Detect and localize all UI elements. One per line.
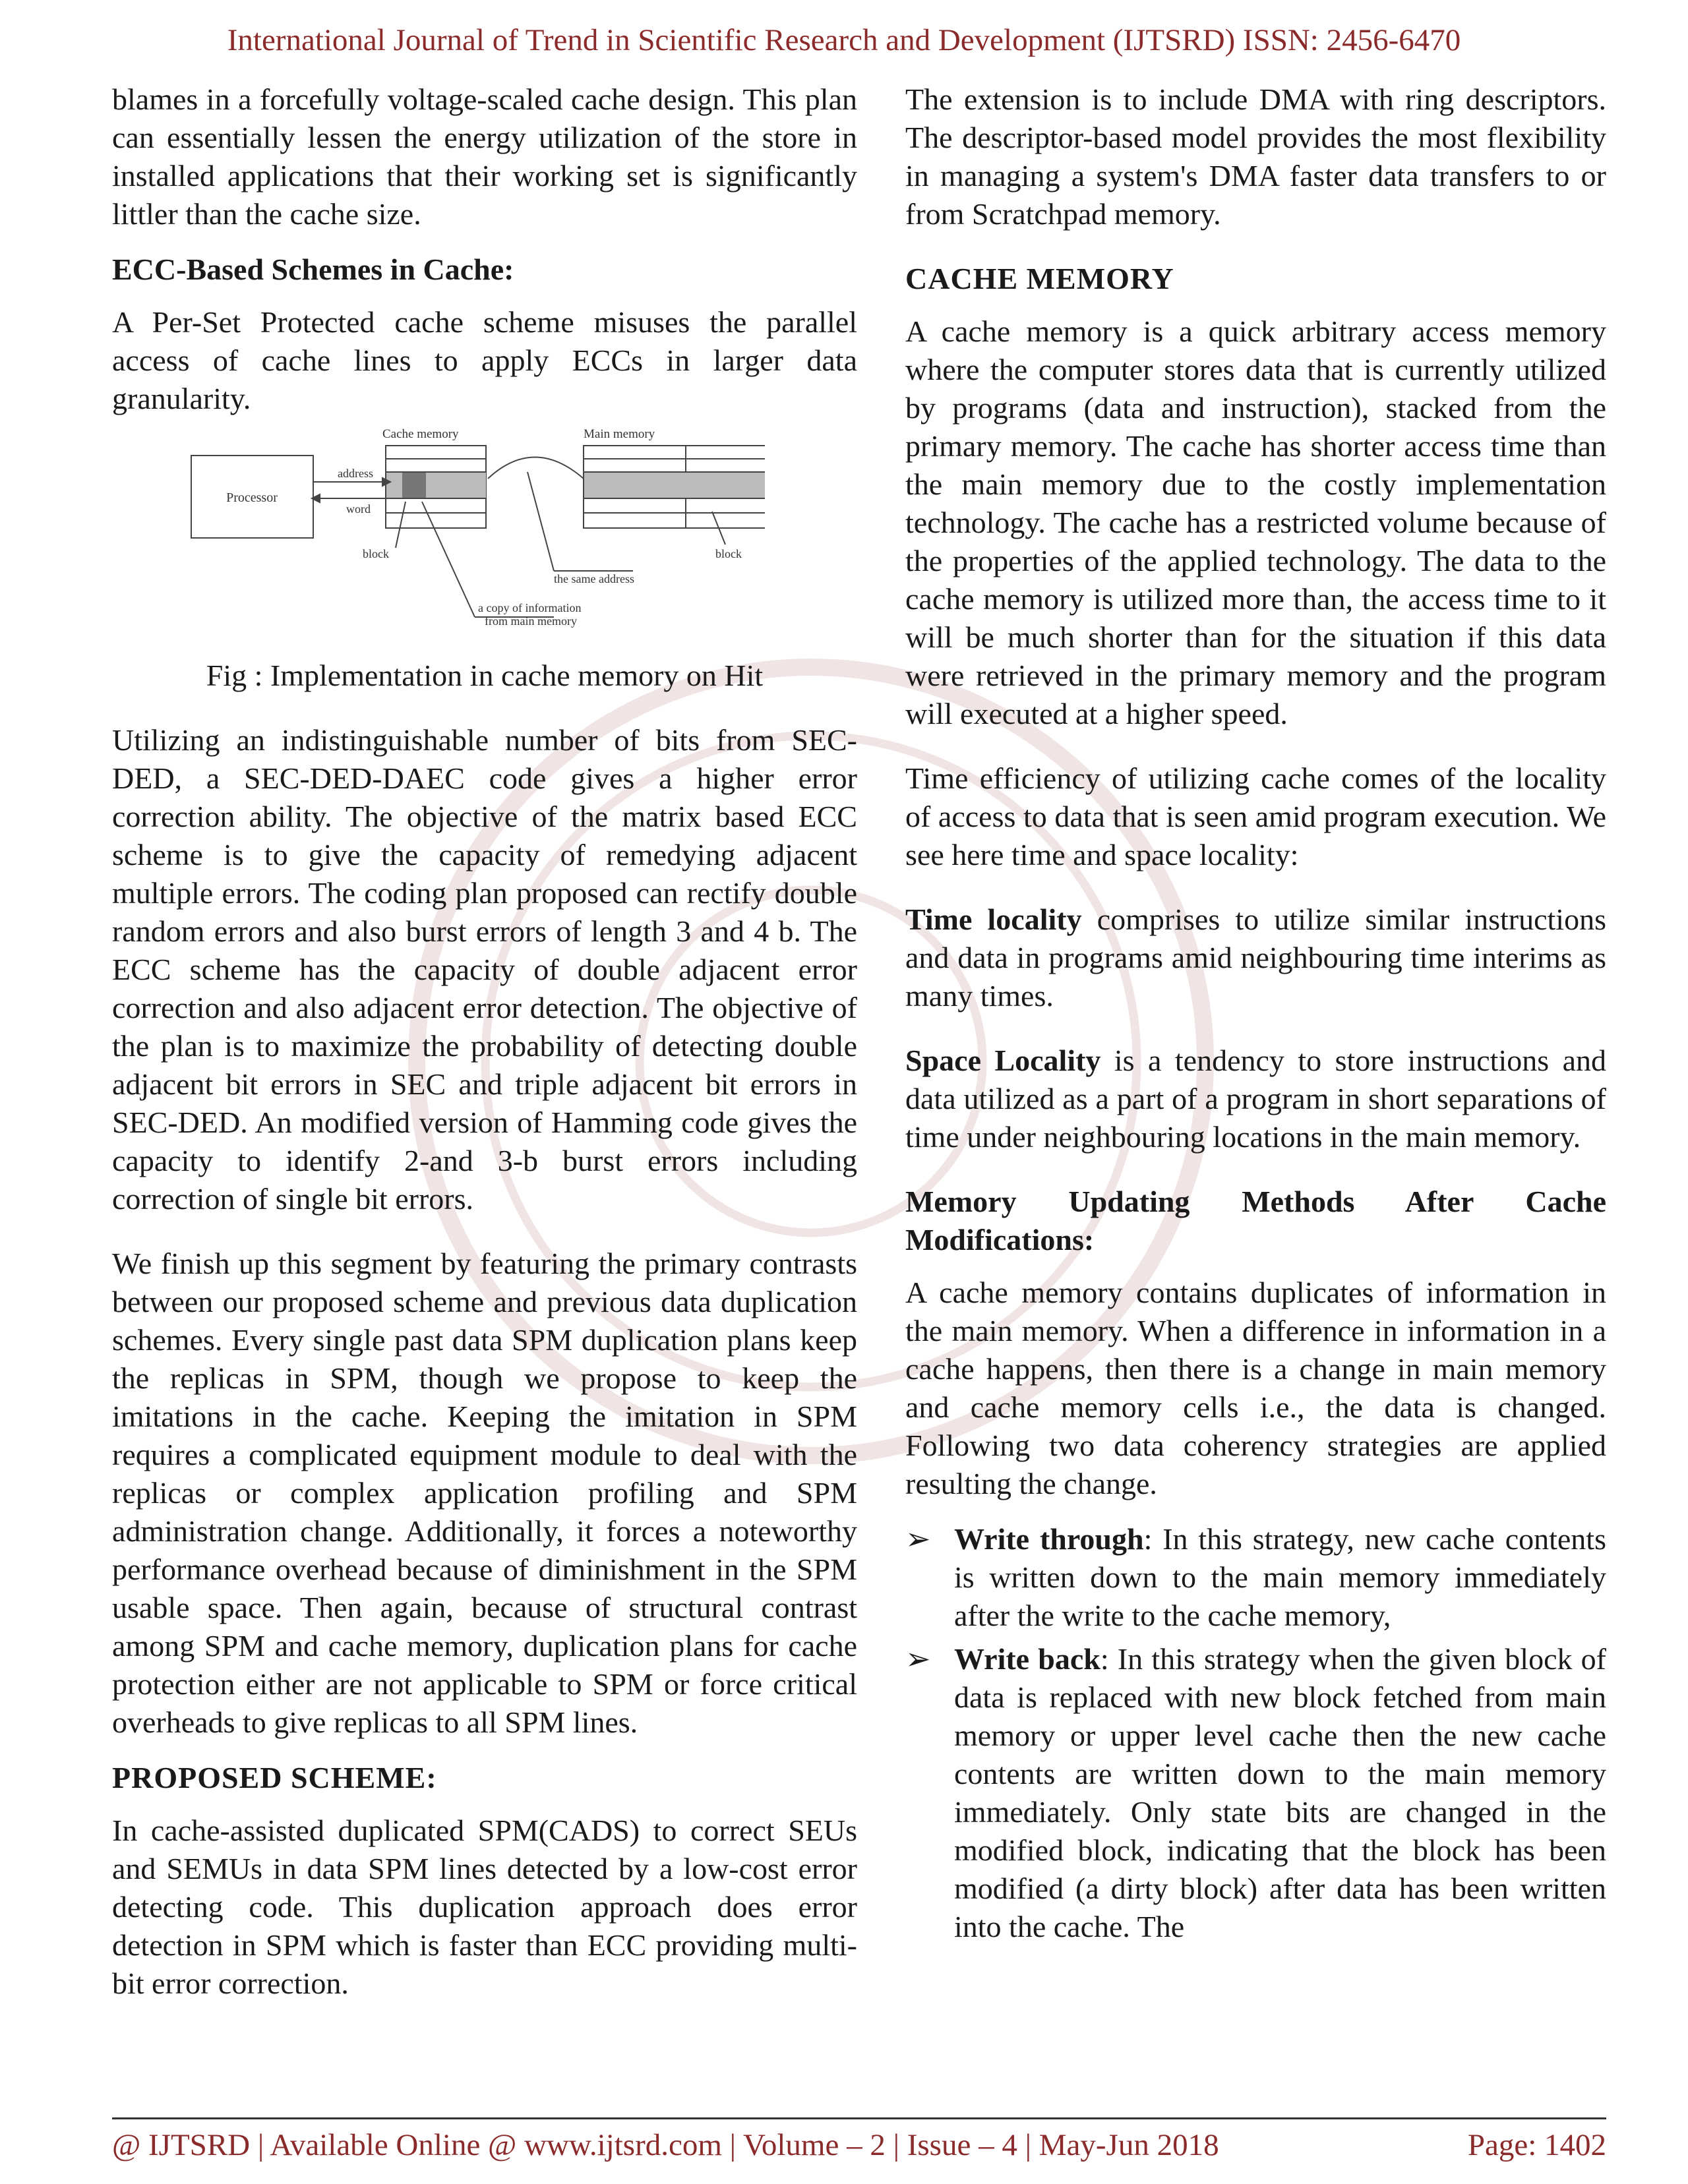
arrow-bullet-icon: ➢ [905,1522,931,1556]
processor-label: Processor [226,490,278,505]
running-header: International Journal of Trend in Scientific Research and Development (IJTSRD) ISSN: 2456-6470 [227,23,1461,57]
paragraph: A cache memory is a quick arbitrary access memory where the computer stores data that is currently utilized by programs (data and instruction), stacked from the primary memory. The cache has shorter access time than the main memory due to the costly implementation technology. The cache has a restricted volume because of the properties of the applied technology. The data to the cache memory is utilized more than, the access time to it will be much shorter than for the situation if this data were retrieved in the primary memory and the program will executed at a higher speed. [905,314,1606,730]
paragraph: A Per-Set Protected cache scheme misuses the parallel access of cache lines to apply ECCs in larger data granularity. [112,305,857,415]
paragraph-time-locality [905,900,1606,1015]
paragraph: In cache-assisted duplicated SPM(CADS) to correct SEUs and SEMUs in data SPM lines detected by a low-cost error detecting code. This duplication approach does error detection in SPM which is faster than ECC providing multi-bit error correction. [112,1814,857,2000]
section-heading: PROPOSED SCHEME: [112,1761,437,1794]
term-bold: Time locality [905,902,1082,936]
block-right-label: block [715,547,742,560]
arrow-bullet-icon: ➢ [905,1642,931,1676]
term-bold: Write back [954,1642,1100,1676]
footer-info: @ IJTSRD | Available Online @ www.ijtsrd.com | Volume – 2 | Issue – 4 | May-Jun 2018 [112,2128,1219,2162]
paragraph: blames in a forcefully voltage-scaled cache design. This plan can essentially lessen the energy utilization of the store in installed applications that their working set is significantly littler than the cache size. [112,82,857,231]
page-footer [112,2117,1606,2163]
page-number: Page: 1402 [1467,2128,1606,2162]
term-definition: is a tendency to store instructions and data utilized as a part of a program in short separations of time under neighbouring locations in the main memory. [905,1044,1606,1154]
paragraph: Time efficiency of utilizing cache comes of the locality of access to data that is seen amid program execution. We see here time and space locality: [905,761,1606,871]
cache-hit-figure [112,426,857,657]
cache-diagram [185,426,765,650]
left-column [112,80,857,2029]
term-bold: Space Locality [905,1044,1101,1077]
term-definition: : In this strategy, new cache contents is written down to the main memory immediately after the write to the cache memory, [954,1522,1606,1632]
paragraph: Utilizing an indistinguishable number of bits from SEC-DED, a SEC-DED-DAEC code gives a higher error correction ability. The objective of the matrix based ECC scheme is to give the capacity of remedying adjacent multiple errors. The coding plan proposed can rectify double random errors and also burst errors of length 3 and 4 b. The ECC scheme has the capacity of double adjacent error correction and also adjacent error detection. The objective of the plan is to maximize the probability of detecting double adjacent bit errors in SEC and triple adjacent bit errors in SEC-DED. An modified version of Hamming code gives the capacity to identify 2-and 3-b burst errors including correction of single bit errors. [112,723,857,1216]
right-column [905,80,1606,1951]
address-label: address [338,467,373,480]
bullet-write-back [905,1640,1606,1946]
paragraph: The extension is to include DMA with ring descriptors. The descriptor-based model provides the most flexibility in managing a system's DMA faster data transfers to or from Scratchpad memory. [905,82,1606,231]
copy-label-line1: a copy of information [478,601,582,614]
paragraph-space-locality [905,1042,1606,1156]
bullet-write-through [905,1520,1606,1635]
section-heading: ECC-Based Schemes in Cache: [112,252,514,286]
term-definition: comprises to utilize similar instructions and data in programs amid neighbouring time interims as many times. [905,902,1606,1013]
copy-label-line2: from main memory [485,614,577,628]
figure-caption: Fig : Implementation in cache memory on Hit [206,659,764,692]
section-heading: CACHE MEMORY [905,262,1174,295]
paragraph: We finish up this segment by featuring the primary contrasts between our proposed scheme and previous data duplication schemes. Every single past data SPM duplication plans keep the replicas in SPM, though we propose to keep the imitations in the cache. Keeping the imitation in SPM requires a complicated equipment module to deal with the replicas or complex application profiling and SPM administration change. Additionally, it forces a noteworthy performance overhead because of diminishment in the SPM usable space. Then again, because of structural contrast among SPM and cache memory, duplication plans for cache protection either are not applicable to SPM or force critical overheads to give replicas to all SPM lines. [112,1247,857,1739]
word-label: word [346,502,371,516]
term-definition: : In this strategy when the given block of data is replaced with new block fetched from main memory or upper level cache then the new cache contents are written down to the main memory immediately. Only state bits are changed in the modified block, indicating that the block has been modified (a dirty block) after data has been written into the cache. The [954,1642,1606,1943]
paragraph: A cache memory contains duplicates of information in the main memory. When a difference in information in a cache happens, then there is a change in main memory and cache memory cells i.e., the data is changed. Following two data coherency strategies are applied resulting the change. [905,1276,1606,1500]
term-bold: Write through [954,1522,1144,1556]
block-left-label: block [363,547,389,560]
section-heading: Memory Updating Methods After Cache Modifications: [905,1185,1606,1256]
same-address-label: the same address [554,572,634,585]
cache-memory-label: Cache memory [382,427,459,441]
main-memory-label: Main memory [584,427,655,441]
